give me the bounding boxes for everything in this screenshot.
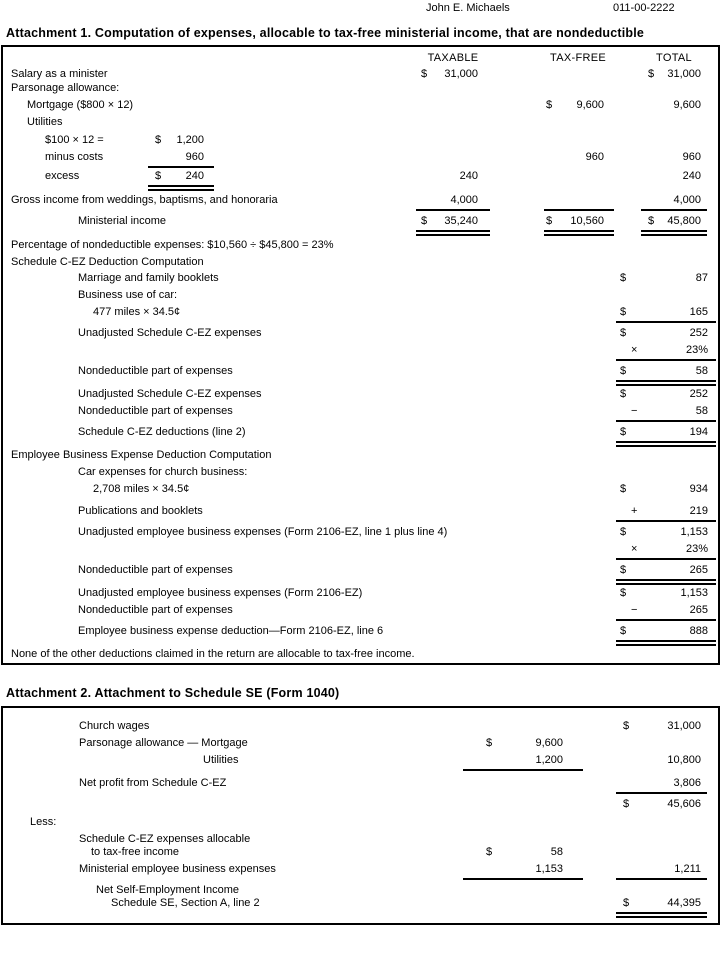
amount-value: 9,600 xyxy=(535,737,563,749)
table-row xyxy=(3,151,718,170)
row-label: Net Self-Employment Income xyxy=(96,884,240,896)
table-row xyxy=(3,256,718,272)
amount-value: 23% xyxy=(685,344,708,356)
table-row xyxy=(3,846,718,863)
amount-value: 252 xyxy=(689,327,708,339)
amount-cell xyxy=(616,405,716,422)
attachment1-title: Attachment 1. Computation of expenses, allocable to tax-free ministerial income, that are nondeductible xyxy=(6,26,645,40)
amount-cell xyxy=(544,151,614,166)
table-row xyxy=(3,388,718,405)
table-row xyxy=(3,449,718,466)
amount-value: 960 xyxy=(585,151,604,163)
table-row xyxy=(3,466,718,483)
amount-value: 960 xyxy=(185,151,204,163)
column-header-tax-free: TAX-FREE xyxy=(550,52,606,64)
amount-value: 240 xyxy=(185,170,204,182)
row-label: Parsonage allowance: xyxy=(11,82,120,94)
amount-cell xyxy=(148,134,214,149)
amount-value: 194 xyxy=(689,426,708,438)
amount-cell xyxy=(616,625,716,646)
row-label: Schedule C-EZ Deduction Computation xyxy=(11,256,204,268)
dollar-sign: $ xyxy=(620,426,627,438)
dollar-sign: $ xyxy=(623,798,630,810)
table-row xyxy=(3,327,718,344)
amount-value: 58 xyxy=(695,365,708,377)
amount-cell xyxy=(416,170,490,185)
amount-cell xyxy=(544,215,614,236)
table-row xyxy=(3,564,718,587)
row-label: excess xyxy=(45,170,80,182)
amount-value: 10,800 xyxy=(667,754,701,766)
row-label: Mortgage ($800 × 12) xyxy=(27,99,134,111)
amount-cell xyxy=(616,426,716,447)
amount-value: 252 xyxy=(689,388,708,400)
amount-value: 3,806 xyxy=(673,777,701,789)
row-label: Unadjusted Schedule C-EZ expenses xyxy=(78,388,262,400)
table-row xyxy=(3,99,718,116)
attachment2-title: Attachment 2. Attachment to Schedule SE (Form 1040) xyxy=(6,686,340,700)
row-label: Ministerial income xyxy=(78,215,167,227)
amount-cell xyxy=(616,327,716,342)
amount-value: 1,200 xyxy=(535,754,563,766)
table-row xyxy=(3,170,718,194)
row-label: Marriage and family booklets xyxy=(78,272,219,284)
row-label: Unadjusted employee business expenses (Form 2106-EZ, line 1 plus line 4) xyxy=(78,526,448,538)
amount-value: 45,800 xyxy=(667,215,701,227)
amount-value: 960 xyxy=(682,151,701,163)
row-label: Parsonage allowance — Mortgage xyxy=(79,737,248,749)
table-row xyxy=(3,897,718,914)
amount-value: 10,560 xyxy=(570,215,604,227)
row-label: Gross income from weddings, baptisms, and honoraria xyxy=(11,194,278,206)
amount-cell xyxy=(416,68,490,83)
row-label: Business use of car: xyxy=(78,289,178,301)
table-row xyxy=(3,754,718,777)
table-row xyxy=(3,194,718,215)
dollar-sign: $ xyxy=(546,215,553,227)
amount-value: 31,000 xyxy=(667,68,701,80)
attachment2-table xyxy=(1,706,720,925)
amount-cell xyxy=(616,543,716,560)
taxpayer-ssn: 011-00-2222 xyxy=(613,2,675,14)
taxpayer-name: John E. Michaels xyxy=(426,2,510,14)
row-label: Ministerial employee business expenses xyxy=(79,863,276,875)
row-label: Car expenses for church business: xyxy=(78,466,248,478)
table-row xyxy=(3,777,718,798)
amount-value: 9,600 xyxy=(673,99,701,111)
amount-value: 45,606 xyxy=(667,798,701,810)
amount-cell xyxy=(616,344,716,361)
table-row xyxy=(3,648,718,664)
row-label: Nondeductible part of expenses xyxy=(78,604,233,616)
dollar-sign: $ xyxy=(620,272,627,284)
amount-cell xyxy=(616,777,707,794)
dollar-sign: $ xyxy=(648,68,655,80)
dollar-sign: $ xyxy=(620,625,627,637)
row-label: 2,708 miles × 34.5¢ xyxy=(93,483,190,495)
amount-cell xyxy=(616,720,707,735)
amount-cell xyxy=(544,194,614,211)
table-row xyxy=(3,215,718,239)
table-row xyxy=(3,426,718,449)
amount-cell xyxy=(616,897,707,918)
table-row xyxy=(3,798,718,816)
row-label: None of the other deductions claimed in the return are allocable to tax-free income. xyxy=(11,648,415,660)
table-row xyxy=(3,737,718,754)
attachment1-rows xyxy=(3,47,718,664)
row-label: Employee business expense deduction—Form 2106-EZ, line 6 xyxy=(78,625,384,637)
amount-value: 1,200 xyxy=(176,134,204,146)
table-row xyxy=(3,587,718,604)
amount-value: 888 xyxy=(689,625,708,637)
dollar-sign: $ xyxy=(620,587,627,599)
row-label: Schedule C-EZ expenses allocable xyxy=(79,833,251,845)
row-label: Publications and booklets xyxy=(78,505,203,517)
row-label: to tax-free income xyxy=(91,846,180,858)
amount-cell xyxy=(641,215,707,236)
dollar-sign: $ xyxy=(623,897,630,909)
amount-value: 23% xyxy=(685,543,708,555)
amount-cell xyxy=(463,754,583,771)
table-row xyxy=(3,306,718,327)
amount-cell xyxy=(616,798,707,813)
row-label: Employee Business Expense Deduction Computation xyxy=(11,449,272,461)
table-row xyxy=(3,483,718,505)
amount-value: 87 xyxy=(695,272,708,284)
row-label: Schedule SE, Section A, line 2 xyxy=(111,897,260,909)
amount-value: 1,153 xyxy=(535,863,563,875)
table-row xyxy=(3,239,718,256)
amount-cell xyxy=(616,483,716,498)
amount-cell xyxy=(616,754,707,769)
amount-cell xyxy=(641,194,707,211)
amount-value: 1,211 xyxy=(674,863,701,875)
table-row xyxy=(3,405,718,426)
amount-value: 31,000 xyxy=(444,68,478,80)
table-row xyxy=(3,68,718,82)
dollar-sign: $ xyxy=(155,134,162,146)
dollar-sign: $ xyxy=(623,720,630,732)
table-row xyxy=(3,344,718,365)
row-label: Nondeductible part of expenses xyxy=(78,405,233,417)
amount-value: 265 xyxy=(689,564,708,576)
amount-cell xyxy=(463,863,583,880)
amount-cell xyxy=(616,365,716,386)
table-row xyxy=(3,272,718,289)
column-header-taxable: TAXABLE xyxy=(427,52,479,64)
table-row xyxy=(3,116,718,134)
table-row xyxy=(3,604,718,625)
dollar-sign: $ xyxy=(620,327,627,339)
table-row xyxy=(3,720,718,737)
dollar-sign: $ xyxy=(486,846,493,858)
amount-cell xyxy=(616,272,716,287)
row-label: Unadjusted employee business expenses (Form 2106-EZ) xyxy=(78,587,363,599)
dollar-sign: $ xyxy=(421,215,428,227)
dollar-sign: $ xyxy=(421,68,428,80)
row-label: Nondeductible part of expenses xyxy=(78,365,233,377)
dollar-sign: $ xyxy=(620,306,627,318)
amount-value: 934 xyxy=(689,483,708,495)
amount-value: 44,395 xyxy=(667,897,701,909)
dollar-sign: $ xyxy=(620,526,627,538)
row-label: Utilities xyxy=(27,116,63,128)
amount-cell xyxy=(616,564,716,585)
amount-cell xyxy=(148,170,214,191)
amount-cell xyxy=(616,604,716,621)
table-row xyxy=(3,505,718,526)
amount-value: 4,000 xyxy=(673,194,701,206)
row-label: Salary as a minister xyxy=(11,68,108,80)
amount-value: 1,153 xyxy=(680,587,708,599)
row-label: minus costs xyxy=(45,151,104,163)
table-row xyxy=(3,82,718,99)
amount-value: 4,000 xyxy=(450,194,478,206)
dollar-sign: $ xyxy=(155,170,162,182)
amount-value: 240 xyxy=(682,170,701,182)
amount-cell xyxy=(641,151,707,166)
table-row xyxy=(3,816,718,833)
amount-cell xyxy=(616,388,716,403)
amount-cell xyxy=(544,99,614,114)
amount-value: 58 xyxy=(550,846,563,858)
amount-cell xyxy=(641,68,707,83)
row-label: $100 × 12 = xyxy=(45,134,104,146)
table-row xyxy=(3,543,718,564)
operator-sign: − xyxy=(631,405,638,417)
row-label: Nondeductible part of expenses xyxy=(78,564,233,576)
amount-value: 240 xyxy=(459,170,478,182)
attachment1-table xyxy=(1,45,720,665)
amount-cell xyxy=(416,215,490,236)
row-label: Net profit from Schedule C-EZ xyxy=(79,777,227,789)
amount-cell xyxy=(616,306,716,323)
amount-cell xyxy=(616,505,716,522)
amount-value: 31,000 xyxy=(667,720,701,732)
amount-cell xyxy=(641,170,707,185)
amount-cell xyxy=(148,151,214,168)
table-row xyxy=(3,625,718,648)
dollar-sign: $ xyxy=(648,215,655,227)
amount-cell xyxy=(463,737,583,752)
amount-cell xyxy=(616,587,716,602)
amount-value: 35,240 xyxy=(444,215,478,227)
table-row xyxy=(3,365,718,388)
amount-cell xyxy=(616,863,707,880)
dollar-sign: $ xyxy=(620,483,627,495)
row-label: Unadjusted Schedule C-EZ expenses xyxy=(78,327,262,339)
amount-cell xyxy=(416,194,490,211)
amount-value: 58 xyxy=(695,405,708,417)
dollar-sign: $ xyxy=(620,388,627,400)
table-row xyxy=(3,833,718,846)
row-label: Percentage of nondeductible expenses: $10,560 ÷ $45,800 = 23% xyxy=(11,239,334,251)
amount-value: 265 xyxy=(689,604,708,616)
amount-cell xyxy=(463,846,583,861)
dollar-sign: $ xyxy=(546,99,553,111)
attachment2-rows xyxy=(3,708,718,914)
row-label: Church wages xyxy=(79,720,150,732)
table-row xyxy=(3,863,718,884)
amount-value: 219 xyxy=(689,505,708,517)
operator-sign: × xyxy=(631,344,638,356)
operator-sign: + xyxy=(631,505,638,517)
row-label: 477 miles × 34.5¢ xyxy=(93,306,181,318)
row-label: Schedule C-EZ deductions (line 2) xyxy=(78,426,246,438)
table-row xyxy=(3,526,718,543)
row-label: Less: xyxy=(30,816,57,828)
table-row xyxy=(3,884,718,897)
amount-value: 9,600 xyxy=(576,99,604,111)
column-header-total: TOTAL xyxy=(656,52,692,64)
amount-cell xyxy=(616,526,716,541)
operator-sign: × xyxy=(631,543,638,555)
row-label: Utilities xyxy=(203,754,239,766)
table-row xyxy=(3,289,718,306)
amount-value: 1,153 xyxy=(680,526,708,538)
operator-sign: − xyxy=(631,604,638,616)
dollar-sign: $ xyxy=(620,564,627,576)
amount-cell xyxy=(641,99,707,114)
dollar-sign: $ xyxy=(486,737,493,749)
amount-value: 165 xyxy=(689,306,708,318)
table-row xyxy=(3,134,718,151)
dollar-sign: $ xyxy=(620,365,627,377)
